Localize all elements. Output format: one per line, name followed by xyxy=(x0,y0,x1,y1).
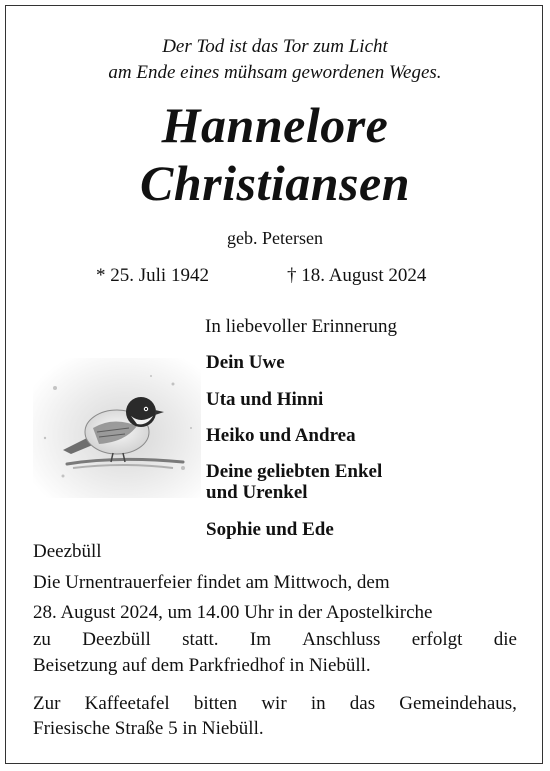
coffee-line-2: Friesische Straße 5 in Niebüll. xyxy=(33,718,264,739)
remembrance-intro: In liebevoller Erinnerung xyxy=(205,316,398,337)
word: erfolgt xyxy=(411,629,463,650)
mourner-5: und Urenkel xyxy=(206,482,308,503)
word: Im xyxy=(249,629,271,650)
funeral-line-3 xyxy=(33,628,517,652)
mourner-3: Heiko und Andrea xyxy=(206,425,356,446)
funeral-line-2: 28. August 2024, um 14.00 Uhr in der Apostelkirche xyxy=(33,602,433,623)
word: Gemeindehaus, xyxy=(399,693,517,714)
word: Deezbüll xyxy=(82,629,151,650)
word: Anschluss xyxy=(302,629,381,650)
word: bitten xyxy=(193,693,238,714)
word: die xyxy=(493,629,517,650)
quote-line-1: Der Tod ist das Tor zum Licht xyxy=(162,36,388,57)
deceased-first-name: Hannelore xyxy=(161,97,389,153)
word: wir xyxy=(261,693,287,714)
bird-watercolor-icon xyxy=(33,358,201,498)
place: Deezbüll xyxy=(33,541,102,562)
quote-line-2: am Ende eines mühsam gewordenen Weges. xyxy=(108,62,442,83)
mourner-1: Dein Uwe xyxy=(206,352,285,373)
mourner-2: Uta und Hinni xyxy=(206,389,324,410)
mourner-4: Deine geliebten Enkel xyxy=(206,461,383,482)
birth-name: geb. Petersen xyxy=(227,228,323,248)
word: Kaffeetafel xyxy=(84,693,170,714)
coffee-line-1 xyxy=(33,692,517,716)
word: Zur xyxy=(33,693,61,714)
mourner-6: Sophie und Ede xyxy=(206,519,334,540)
word: das xyxy=(349,693,376,714)
deceased-last-name: Christiansen xyxy=(139,155,410,211)
birth-date: * 25. Juli 1942 xyxy=(96,265,209,286)
funeral-line-1: Die Urnentrauerfeier findet am Mittwoch, dem xyxy=(33,572,390,593)
word: statt. xyxy=(182,629,219,650)
word: in xyxy=(310,693,326,714)
death-date: † 18. August 2024 xyxy=(287,265,427,286)
word: zu xyxy=(33,629,51,650)
funeral-line-4: Beisetzung auf dem Parkfriedhof in Niebüll. xyxy=(33,655,371,676)
